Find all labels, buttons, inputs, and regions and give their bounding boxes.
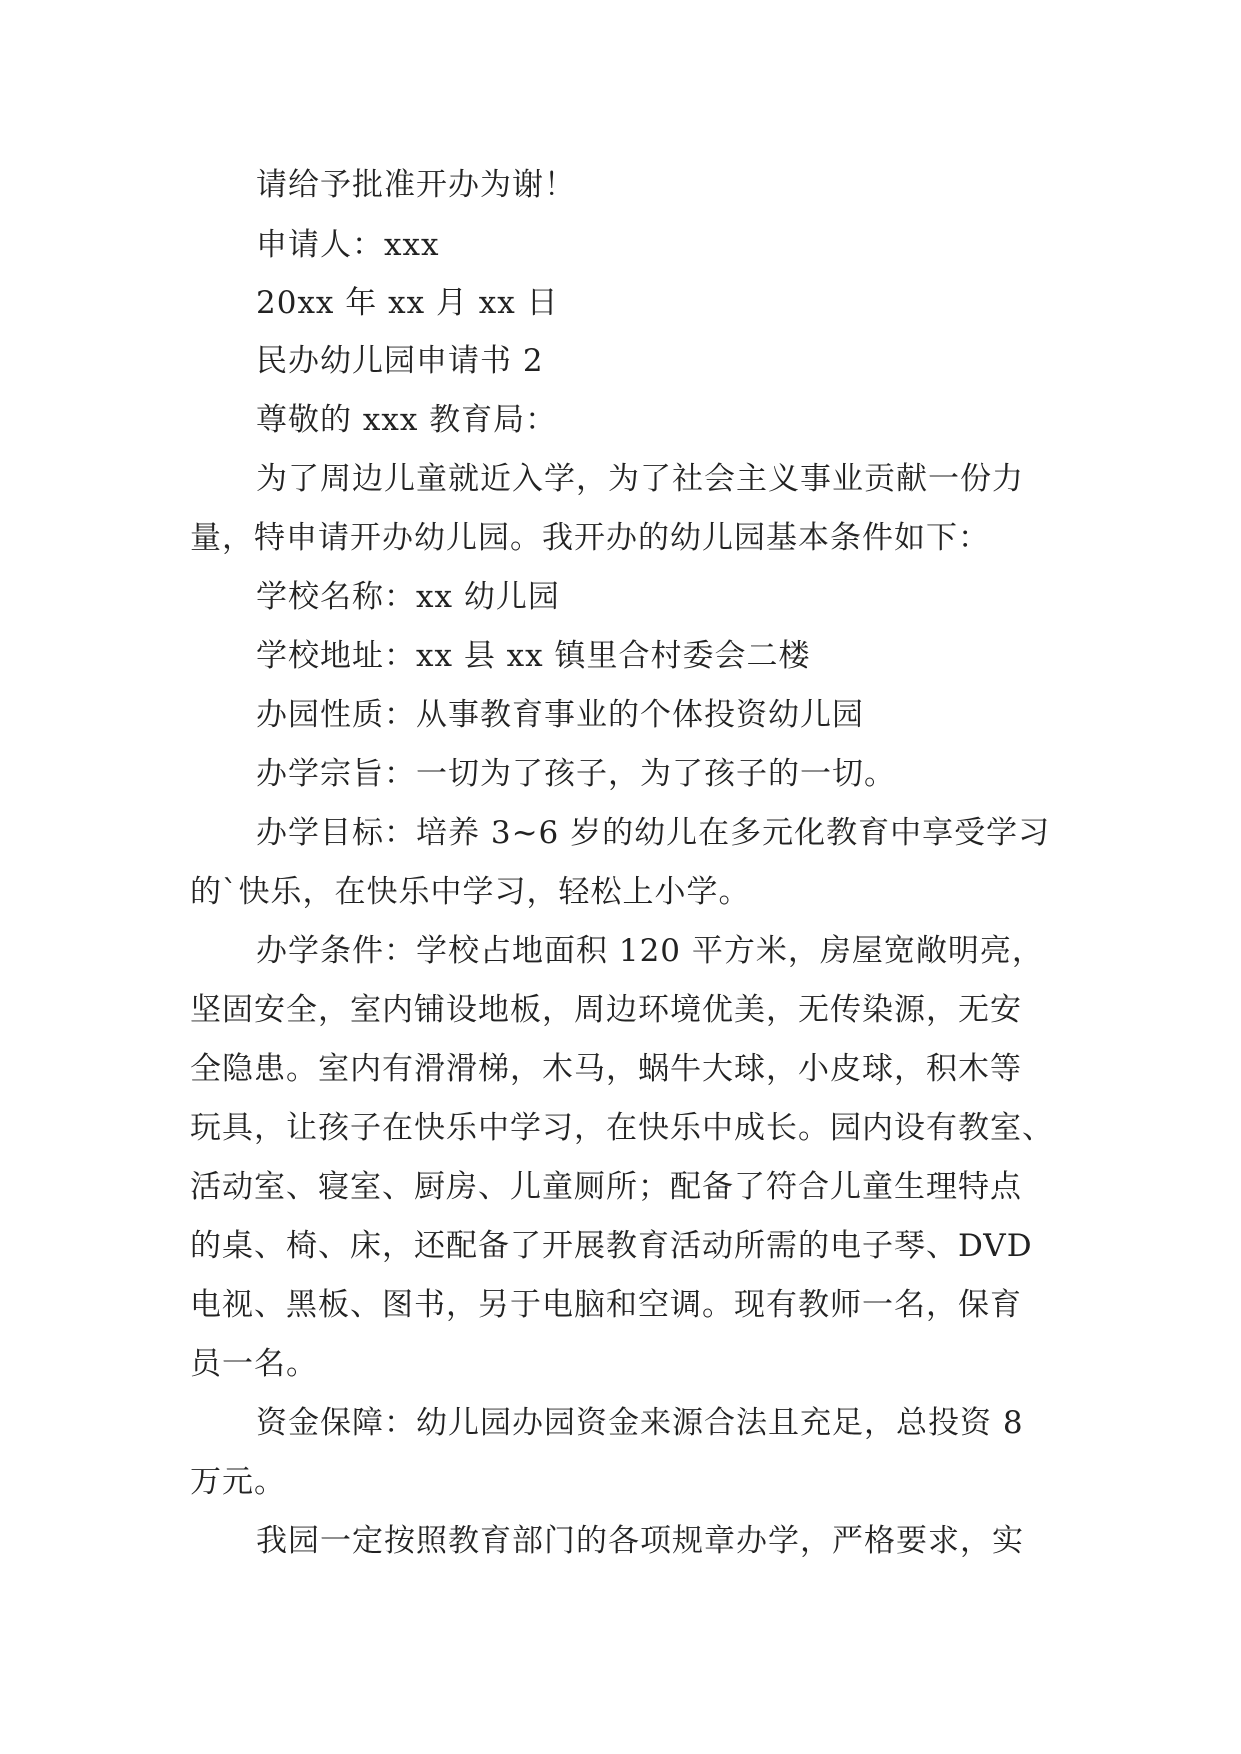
paragraph-line: 量，特申请开办幼儿园。我开办的幼儿园基本条件如下： [190,520,990,556]
paragraph-line: 万元。 [190,1464,286,1500]
salutation-line: 尊敬的 xxx 教育局： [256,402,558,438]
paragraph-line: 坚固安全，室内铺设地板，周边环境优美，无传染源，无安 [190,992,1022,1028]
commitment-line: 我园一定按照教育部门的各项规章办学，严格要求，实 [256,1523,1024,1559]
paragraph-line: 员一名。 [190,1346,318,1382]
paragraph-line: 全隐患。室内有滑滑梯，木马，蜗牛大球，小皮球，积木等 [190,1051,1022,1087]
paragraph-line: 电视、黑板、图书，另于电脑和空调。现有教师一名，保育 [190,1287,1022,1323]
school-nature-line: 办园性质：从事教育事业的个体投资幼儿园 [256,697,864,733]
school-conditions-line: 办学条件：学校占地面积 120 平方米，房屋宽敞明亮， [256,933,1044,969]
date-line: 20xx 年 xx 月 xx 日 [256,285,559,321]
section-title: 民办幼儿园申请书 2 [256,343,544,379]
closing-request-line: 请给予批准开办为谢！ [256,167,576,203]
school-goal-line: 办学目标：培养 3~6 岁的幼儿在多元化教育中享受学习 [256,815,1051,851]
applicant-line: 申请人：xxx [256,227,440,263]
paragraph-line: 的桌、椅、床，还配备了开展教育活动所需的电子琴、DVD [190,1228,1033,1264]
paragraph-line: 玩具，让孩子在快乐中学习，在快乐中成长。园内设有教室、 [190,1110,1054,1146]
funding-line: 资金保障：幼儿园办园资金来源合法且充足，总投资 8 [256,1405,1024,1441]
paragraph-line: 的`快乐，在快乐中学习，轻松上小学。 [190,874,751,910]
school-purpose-line: 办学宗旨：一切为了孩子，为了孩子的一切。 [256,756,896,792]
paragraph-line: 为了周边儿童就近入学，为了社会主义事业贡献一份力 [256,461,1024,497]
school-address-line: 学校地址：xx 县 xx 镇里合村委会二楼 [256,638,811,674]
paragraph-line: 活动室、寝室、厨房、儿童厕所；配备了符合儿童生理特点 [190,1169,1022,1205]
school-name-line: 学校名称：xx 幼儿园 [256,579,560,615]
